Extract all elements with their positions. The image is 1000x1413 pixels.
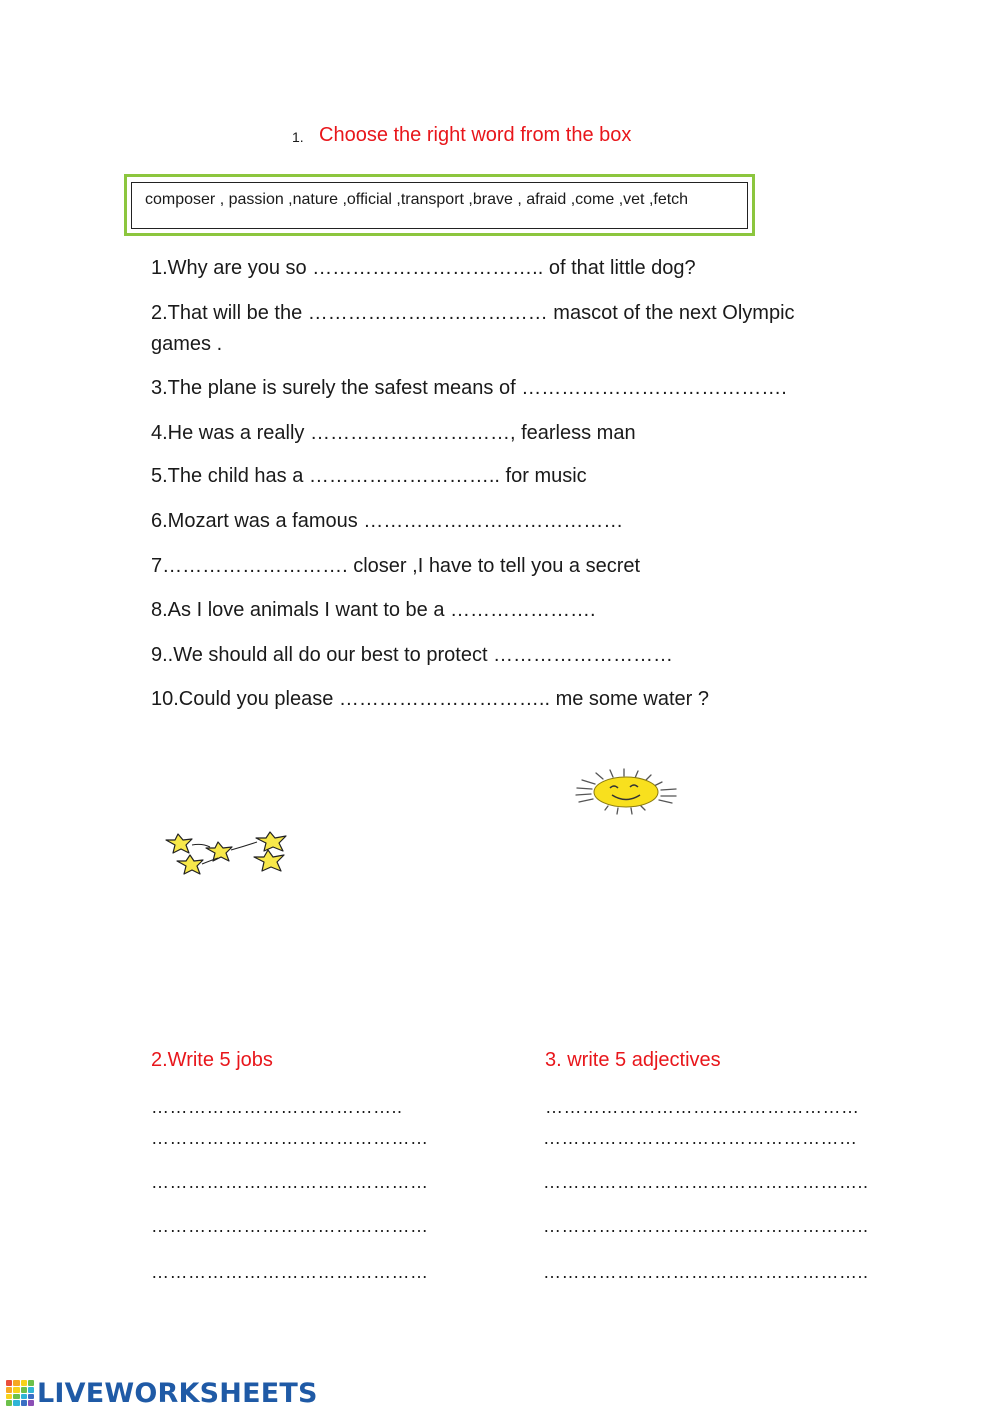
question-3: 3.The plane is surely the safest means of …………………………………. xyxy=(151,377,787,399)
question-7: 7………………………. closer ,I have to tell you a secret xyxy=(151,555,641,577)
sun-icon xyxy=(572,768,682,818)
word-box-inner xyxy=(131,182,748,229)
adjective-line-2: …………………………………………… xyxy=(543,1128,858,1148)
word-box-text: composer , passion ,nature ,official ,transport ,brave , afraid ,come ,vet ,fetch xyxy=(145,191,689,208)
job-line-4: ……………………………………… xyxy=(151,1216,429,1236)
adjective-line-1: …………………………………………… xyxy=(545,1097,860,1117)
question-2: 2.That will be the ……………………………… mascot of the next Olympic xyxy=(151,302,795,324)
stars-icon xyxy=(158,828,306,878)
heading-number: 1. xyxy=(292,129,304,145)
job-line-2: ……………………………………… xyxy=(151,1128,429,1148)
heading-title: Choose the right word from the box xyxy=(319,124,632,146)
adjective-line-4: …………………………………………….. xyxy=(543,1216,869,1236)
job-line-3: ……………………………………… xyxy=(151,1172,429,1192)
question-5: 5.The child has a ……………………….. for music xyxy=(151,465,587,487)
question-10: 10.Could you please ………………………….. me some water ? xyxy=(151,688,709,710)
section-3-title: 3. write 5 adjectives xyxy=(545,1049,721,1071)
adjective-line-3: …………………………………………….. xyxy=(543,1172,869,1192)
question-2-continued: games . xyxy=(151,333,223,355)
liveworksheets-logo[interactable] xyxy=(6,1378,318,1408)
section-2-title: 2.Write 5 jobs xyxy=(151,1049,273,1071)
liveworksheets-grid-icon xyxy=(6,1380,34,1406)
question-8: 8.As I love animals I want to be a …………………. xyxy=(151,599,596,621)
job-line-5: ……………………………………… xyxy=(151,1262,429,1282)
adjective-line-5: …………………………………………….. xyxy=(543,1262,869,1282)
question-4: 4.He was a really …………………………, fearless man xyxy=(151,422,636,444)
logo-text: LIVEWORKSHEETS xyxy=(37,1377,318,1409)
word-box xyxy=(124,174,755,236)
job-line-1: ………………………………….. xyxy=(151,1097,403,1117)
question-9: 9..We should all do our best to protect ……………………… xyxy=(151,644,674,666)
question-1: 1.Why are you so …………………………….. of that little dog? xyxy=(151,257,696,279)
question-6: 6.Mozart was a famous ………………………………… xyxy=(151,510,624,532)
